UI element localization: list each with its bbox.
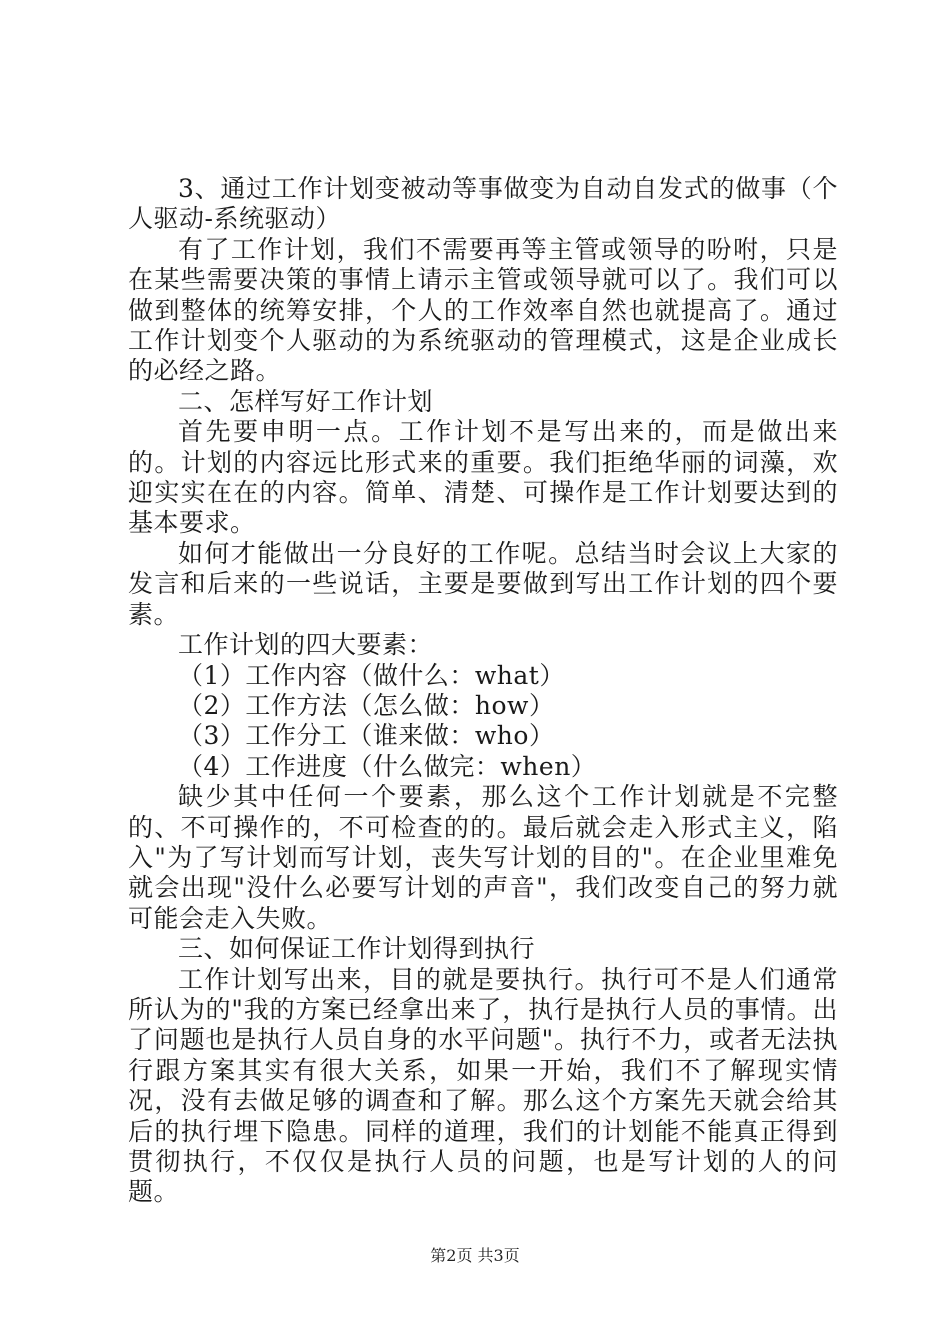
paragraph: 有了工作计划，我们不需要再等主管或领导的吩咐，只是在某些需要决策的事情上请示主管或领导就可以了。我们可以做到整体的统筹安排，个人的工作效率自然也就提高了。通过工作计划变个人驱动的为系统驱动的管理模式，这是企业成长的必经之路。 bbox=[128, 234, 838, 386]
list-item: （2）工作方法（怎么做：how） bbox=[178, 690, 555, 720]
paragraph: 缺少其中任何一个要素，那么这个工作计划就是不完整的、不可操作的，不可检查的的。最后就会走入形式主义，陷入"为了写计划而写计划，丧失写计划的目的"。在企业里难免就会出现"没什么必要写计划的声音"，我们改变自己的努力就可能会走入失败。 bbox=[128, 782, 838, 933]
paragraph: 首先要申明一点。工作计划不是写出来的，而是做出来的。计划的内容远比形式来的重要。我们拒绝华丽的词藻，欢迎实实在在的内容。简单、清楚、可操作是工作计划要达到的基本要求。 bbox=[128, 417, 838, 538]
list-item: （4）工作进度（什么做完：when） bbox=[178, 751, 597, 781]
list-item: （1）工作内容（做什么：what） bbox=[178, 660, 565, 690]
section-heading: 二、怎样写好工作计划 bbox=[178, 386, 434, 416]
paragraph: 工作计划写出来，目的就是要执行。执行可不是人们通常所认为的"我的方案已经拿出来了，执行是执行人员的事情。出了问题也是执行人员自身的水平问题"。执行不力，或者无法执行跟方案其实有很大关系，如果一开始，我们不了解现实情况，没有去做足够的调查和了解。那么这个方案先天就会给其后的执行埋下隐患。同样的道理，我们的计划能不能真正得到贯彻执行，不仅仅是执行人员的问题，也是写计划的人的问题。 bbox=[128, 964, 838, 1207]
document-body bbox=[128, 174, 838, 1208]
list-item: （3）工作分工（谁来做：who） bbox=[178, 721, 555, 751]
paragraph: 3、通过工作计划变被动等事做变为自动自发式的做事（个人驱动-系统驱动） bbox=[128, 174, 838, 234]
list-heading: 工作计划的四大要素： bbox=[178, 630, 434, 660]
paragraph: 如何才能做出一分良好的工作呢。总结当时会议上大家的发言和后来的一些说话，主要是要做到写出工作计划的四个要素。 bbox=[128, 538, 838, 629]
section-heading: 三、如何保证工作计划得到执行 bbox=[178, 934, 536, 964]
page-number-footer: 第2页 共3页 bbox=[430, 1246, 520, 1265]
